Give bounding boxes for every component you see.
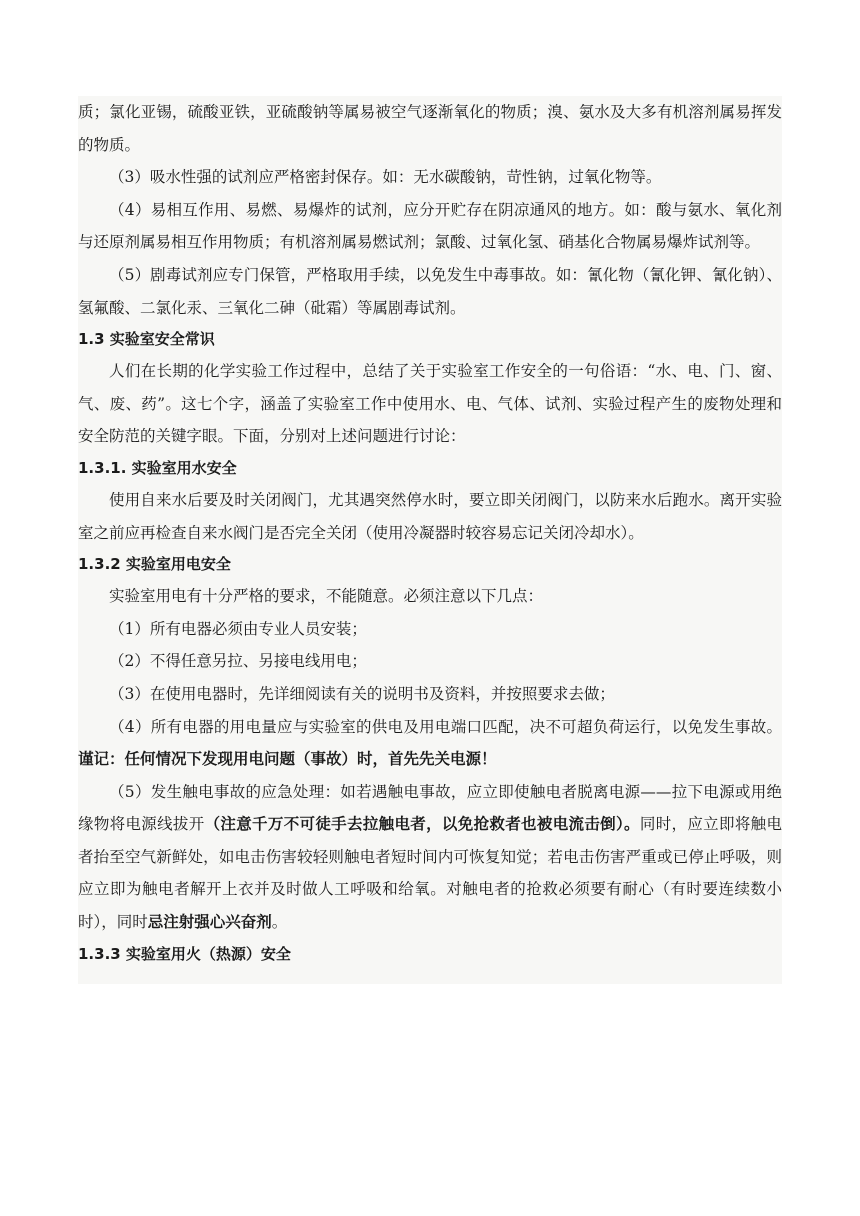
emergency-warning: （注意千万不可徒手去拉触电者，以免抢救者也被电流击倒）。 [204,815,640,834]
paragraph-electric-intro: 实验室用电有十分严格的要求，不能随意。必须注意以下几点： [109,587,544,606]
paragraph-hygroscopic: （3）吸水性强的试剂应严格密封保存。如：无水碳酸钠，苛性钠，过氧化物等。 [109,168,662,187]
list-item-3: （3）在使用电器时，先详细阅读有关的说明书及资料，并按照要求去做； [109,684,615,703]
section-heading-1-3-3: 1.3.3 实验室用火（热源）安全 [78,944,291,963]
section-heading-1-3: 1.3 实验室安全常识 [78,330,215,349]
list-item-5 [78,776,782,939]
paragraph-water-safety: 使用自来水后要及时关闭阀门，尤其遇突然停水时，要立即关闭阀门，以防来水后跑水。离开实验室之前应再检查自来水阀门是否完全关闭（使用冷凝器时较容易忘记关闭冷却水）。 [78,490,782,542]
list-item-4 [78,711,782,776]
section-heading-1-3-2: 1.3.2 实验室用电安全 [78,555,231,574]
paragraph-oxidation-volatile: 质；氯化亚锡，硫酸亚铁，亚硫酸钠等属易被空气逐渐氧化的物质；溴、氨水及大多有机溶剂属易挥发的物质。 [78,103,782,154]
list-item-4-text: （4）所有电器的用电量应与实验室的供电及用电端口匹配，决不可超负荷运行，以免发生事故。 [109,717,782,736]
section-heading-1-3-1: 1.3.1. 实验室用水安全 [78,458,237,477]
paragraph-toxic: （5）剧毒试剂应专门保管，严格取用手续，以免发生中毒事故。如：氰化物（氰化钾、氰化钠）、氢氟酸、二氯化汞、三氧化二砷（砒霜）等属剧毒试剂。 [78,265,782,317]
document-body [78,96,782,984]
emergency-caution: 忌注射强心兴奋剂 [147,913,272,932]
list-item-2: （2）不得任意另拉、另接电线用电； [109,652,367,671]
emergency-end: 。 [271,913,288,932]
warning-text: 谨记：任何情况下发现用电问题（事故）时，首先先关电源！ [78,750,497,769]
emergency-text-a: （5）发生触电事故的应急处理：如若遇触电事故，应立即使触电者脱离电源——拉下电源或用绝缘物将电源线拔开 [78,782,782,834]
paragraph-incompatible: （4）易相互作用、易燃、易爆炸的试剂，应分开贮存在阴凉通风的地方。如：酸与氨水、氧化剂与还原剂属易相互作用物质；有机溶剂属易燃试剂；氯酸、过氧化氢、硝基化合物属易爆炸试剂等。 [78,200,782,252]
paragraph-safety-intro: 人们在长期的化学实验工作过程中，总结了关于实验室工作安全的一句俗语：“水、电、门、窗、气、废、药”。这七个字，涵盖了实验室工作中使用水、电、气体、试剂、实验过程产生的废物处理和安全防范的关键字眼。下面，分别对上述问题进行讨论： [78,362,782,446]
emergency-text-c: 同时，应立即将触电者抬至空气新鲜处，如电击伤害较轻则触电者短时间内可恢复知觉；若电击伤害严重或已停止呼吸，则应立即为触电者解开上衣并及时做人工呼吸和给氧。对触电者的抢救必须要有耐心（有时要连续数小时），同时 [78,815,782,932]
list-item-1: （1）所有电器必须由专业人员安装； [109,619,367,638]
